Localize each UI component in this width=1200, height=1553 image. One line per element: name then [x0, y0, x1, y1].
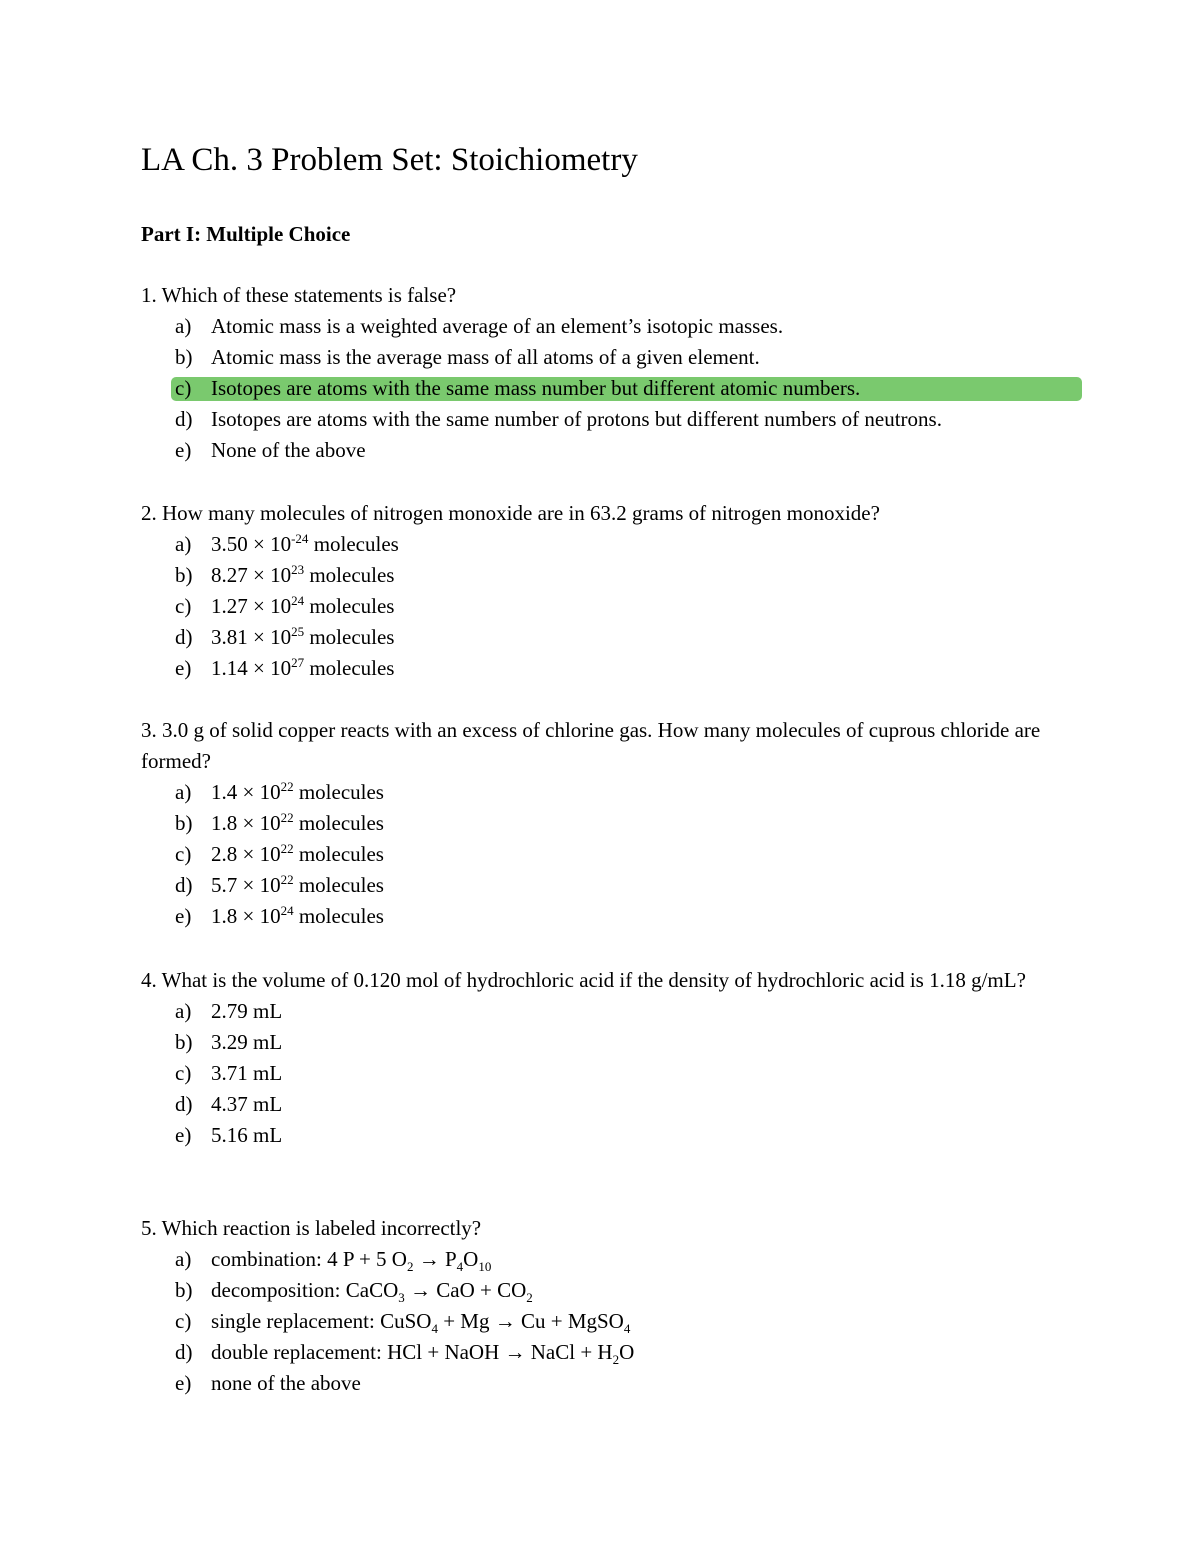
answer-option-a [141, 777, 1051, 808]
option-letter: a) [175, 532, 192, 556]
section-heading: Part I: Multiple Choice [141, 222, 351, 246]
answer-option-c [141, 591, 1051, 622]
option-text: Isotopes are atoms with the same mass number but different atomic numbers. [211, 376, 861, 400]
option-text: Atomic mass is a weighted average of an element’s isotopic masses. [211, 314, 784, 338]
option-letter: c) [175, 1309, 192, 1333]
answer-option-e [141, 901, 1051, 932]
coefficient: 1.27 × 10 [211, 594, 292, 618]
option-text: 3.71 mL [211, 1061, 283, 1085]
option-letter: b) [175, 1278, 193, 1302]
subscript: 2 [526, 1290, 533, 1305]
coefficient: 5.7 × 10 [211, 873, 281, 897]
option-text: Isotopes are atoms with the same number of protons but different numbers of neutrons. [211, 407, 942, 431]
answer-option-b [141, 808, 1051, 839]
subscript: 3 [398, 1290, 405, 1305]
option-letter: c) [175, 376, 192, 400]
answer-option-c [141, 1058, 1051, 1089]
question-stem: 3. 3.0 g of solid copper reacts with an excess of chlorine gas. How many molecules of cuprous chloride are formed? [141, 718, 1041, 773]
coefficient: 1.4 × 10 [211, 780, 281, 804]
option-letter: a) [175, 999, 192, 1023]
answer-option-a [141, 1244, 1051, 1275]
answer-option-b [141, 560, 1051, 591]
option-letter: e) [175, 1123, 192, 1147]
question-stem: 1. Which of these statements is false? [141, 283, 457, 307]
equation-part: → P [413, 1247, 457, 1271]
answer-option-b [141, 1027, 1051, 1058]
exponent: -24 [291, 531, 309, 546]
option-letter: e) [175, 656, 192, 680]
option-text: 4.37 mL [211, 1092, 283, 1116]
unit: molecules [304, 625, 395, 649]
answer-option-b [141, 1275, 1051, 1306]
equation-part: + Mg → Cu + MgSO [437, 1309, 624, 1333]
answer-option-a [141, 311, 1051, 342]
exponent: 23 [291, 562, 305, 577]
exponent: 25 [291, 624, 305, 639]
option-letter: e) [175, 1371, 192, 1395]
coefficient: 8.27 × 10 [211, 563, 292, 587]
unit: molecules [304, 656, 395, 680]
option-letter: a) [175, 780, 192, 804]
answer-option-e [141, 1120, 1051, 1151]
question-stem: 2. How many molecules of nitrogen monoxide are in 63.2 grams of nitrogen monoxide? [141, 501, 880, 525]
question-4 [141, 965, 1051, 1151]
coefficient: 1.8 × 10 [211, 811, 281, 835]
subscript: 4 [623, 1321, 631, 1336]
question-5 [141, 1213, 1051, 1399]
unit: molecules [308, 532, 399, 556]
equation-part: O [619, 1340, 635, 1364]
answer-option-d [141, 870, 1051, 901]
answer-option-c-highlighted [141, 373, 1051, 404]
option-text: 3.29 mL [211, 1030, 283, 1054]
answer-option-e [141, 1368, 1051, 1399]
unit: molecules [293, 842, 384, 866]
answer-option-c [141, 1306, 1051, 1337]
coefficient: 1.14 × 10 [211, 656, 292, 680]
option-text: None of the above [211, 438, 366, 462]
equation-part: O [463, 1247, 479, 1271]
coefficient: 2.8 × 10 [211, 842, 281, 866]
option-text: Atomic mass is the average mass of all atoms of a given element. [211, 345, 760, 369]
equation-part: decomposition: CaCO [211, 1278, 399, 1302]
option-letter: c) [175, 842, 192, 866]
answer-option-a [141, 529, 1051, 560]
answer-option-d [141, 1089, 1051, 1120]
option-text: 5.16 mL [211, 1123, 283, 1147]
unit: molecules [293, 904, 384, 928]
answer-option-d [141, 404, 1051, 435]
answer-option-e [141, 653, 1051, 684]
option-letter: d) [175, 1340, 193, 1364]
option-letter: d) [175, 625, 193, 649]
question-stem: 4. What is the volume of 0.120 mol of hydrochloric acid if the density of hydrochloric acid is 1.18 g/mL? [141, 968, 1026, 992]
option-letter: d) [175, 407, 193, 431]
answer-option-d [141, 1337, 1051, 1368]
option-letter: b) [175, 345, 193, 369]
answer-option-d [141, 622, 1051, 653]
unit: molecules [293, 811, 384, 835]
answer-option-e [141, 435, 1051, 466]
option-text: none of the above [211, 1371, 361, 1395]
question-stem: 5. Which reaction is labeled incorrectly? [141, 1216, 482, 1240]
option-text: 2.79 mL [211, 999, 283, 1023]
question-3 [141, 715, 1051, 932]
unit: molecules [304, 563, 395, 587]
exponent: 24 [291, 593, 305, 608]
exponent: 22 [280, 841, 294, 856]
equation-part: double replacement: HCl + NaOH → NaCl + H [211, 1340, 613, 1364]
option-letter: a) [175, 1247, 192, 1271]
equation-part: combination: 4 P + 5 O [211, 1247, 407, 1271]
exponent: 22 [280, 779, 294, 794]
unit: molecules [293, 873, 384, 897]
equation-part: single replacement: CuSO [211, 1309, 432, 1333]
option-letter: b) [175, 811, 193, 835]
subscript: 2 [612, 1352, 620, 1367]
subscript: 2 [406, 1259, 414, 1274]
answer-option-c [141, 839, 1051, 870]
document-title: LA Ch. 3 Problem Set: Stoichiometry [141, 142, 638, 178]
unit: molecules [293, 780, 384, 804]
option-letter: e) [175, 904, 192, 928]
option-letter: d) [175, 1092, 193, 1116]
coefficient: 1.8 × 10 [211, 904, 281, 928]
question-2 [141, 498, 1051, 684]
answer-option-a [141, 996, 1051, 1027]
exponent: 22 [280, 872, 294, 887]
answer-option-b [141, 342, 1051, 373]
unit: molecules [304, 594, 395, 618]
equation-part: → CaO + CO [404, 1278, 527, 1302]
subscript: 4 [456, 1259, 464, 1274]
option-letter: c) [175, 594, 192, 618]
coefficient: 3.81 × 10 [211, 625, 292, 649]
option-letter: b) [175, 1030, 193, 1054]
exponent: 24 [280, 903, 294, 918]
subscript: 4 [431, 1321, 438, 1336]
coefficient: 3.50 × 10 [211, 532, 292, 556]
option-letter: d) [175, 873, 193, 897]
option-letter: b) [175, 563, 193, 587]
option-letter: c) [175, 1061, 192, 1085]
question-1 [141, 280, 1051, 466]
exponent: 22 [280, 810, 294, 825]
exponent: 27 [291, 655, 305, 670]
option-letter: a) [175, 314, 192, 338]
subscript: 10 [478, 1259, 492, 1274]
option-letter: e) [175, 438, 192, 462]
